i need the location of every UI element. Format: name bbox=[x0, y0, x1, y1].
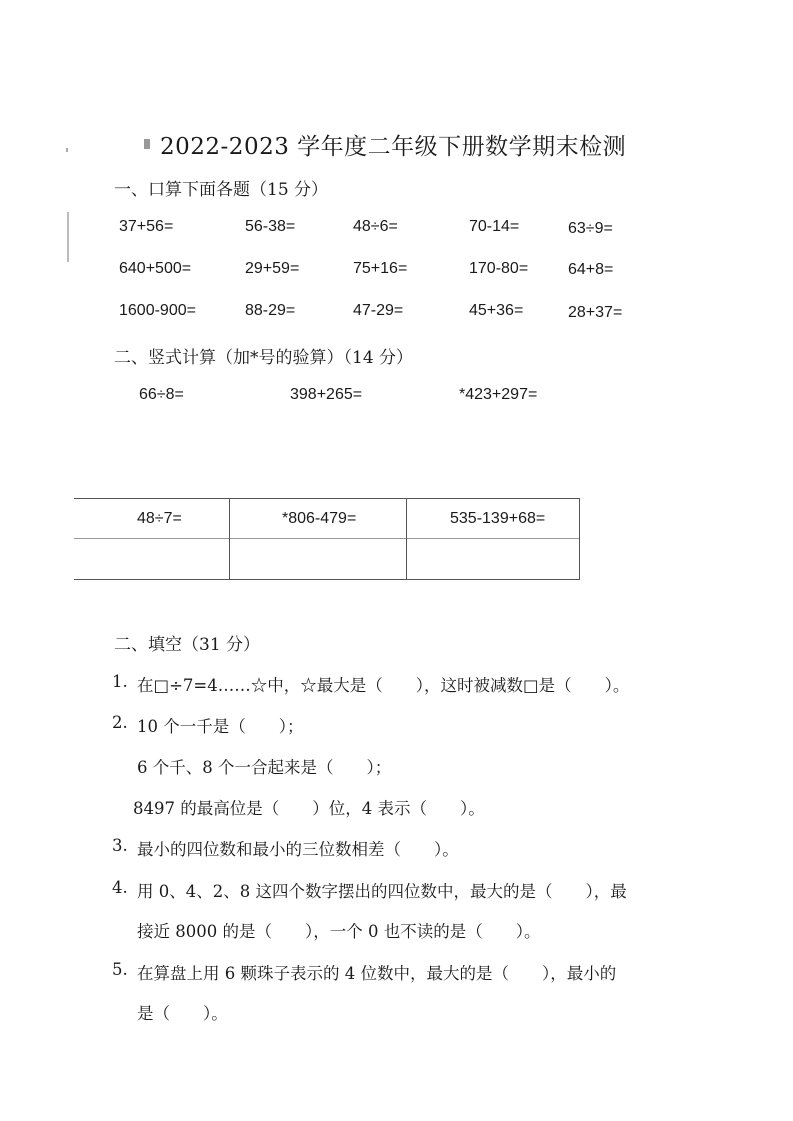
oral-item: 1600-900= bbox=[119, 302, 196, 319]
question-text: 10 个一千是（ ）； bbox=[137, 717, 304, 736]
section2-heading: 二、竖式计算（加*号的验算）（14 分） bbox=[114, 348, 414, 368]
question-text: 8497 的最高位是（ ）位，4 表示（ ）。 bbox=[133, 799, 485, 818]
scan-mark bbox=[144, 139, 150, 149]
oral-item: 75+16= bbox=[353, 260, 408, 277]
oral-item: 29+59= bbox=[245, 260, 300, 277]
oral-item: 56-38= bbox=[245, 218, 296, 235]
page-title: 2022-2023 学年度二年级下册数学期末检测 bbox=[160, 134, 627, 160]
question-text: 在算盘上用 6 颗珠子表示的 4 位数中，最大的是（ ），最小的 bbox=[137, 964, 617, 983]
vertical-calc-item: 398+265= bbox=[290, 386, 363, 403]
grid-line bbox=[229, 498, 230, 580]
section1-heading: 一、口算下面各题（15 分） bbox=[114, 180, 329, 200]
vertical-calc-item: 66÷8= bbox=[139, 386, 184, 403]
oral-item: 88-29= bbox=[245, 302, 296, 319]
question-text: 最小的四位数和最小的三位数相差（ ）。 bbox=[137, 840, 459, 859]
question-text: 接近 8000 的是（ ），一个 0 也不读的是（ ）。 bbox=[137, 922, 541, 941]
oral-item: 70-14= bbox=[469, 218, 520, 235]
question-number: 2. bbox=[112, 713, 128, 732]
vertical-calc-item: 48÷7= bbox=[137, 510, 182, 527]
scan-mark bbox=[66, 148, 68, 152]
grid-line bbox=[74, 579, 580, 580]
question-text: 6 个千、8 个一合起来是（ ）； bbox=[137, 758, 392, 777]
oral-item: 63÷9= bbox=[568, 220, 613, 237]
question-number: 4. bbox=[112, 878, 128, 897]
oral-item: 45+36= bbox=[469, 302, 524, 319]
oral-item: 640+500= bbox=[119, 260, 192, 277]
grid-line bbox=[406, 498, 407, 580]
grid-line bbox=[579, 498, 580, 580]
question-number: 1. bbox=[112, 672, 128, 691]
oral-item: 48÷6= bbox=[353, 218, 398, 235]
vertical-calc-item: *806-479= bbox=[282, 510, 357, 527]
oral-item: 28+37= bbox=[568, 304, 623, 321]
question-number: 3. bbox=[112, 836, 128, 855]
oral-item: 47-29= bbox=[353, 302, 404, 319]
question-number: 5. bbox=[112, 960, 128, 979]
oral-item: 64+8= bbox=[568, 261, 614, 278]
section3-heading: 二、填空（31 分） bbox=[114, 635, 261, 655]
grid-line bbox=[74, 538, 580, 539]
oral-item: 170-80= bbox=[469, 260, 529, 277]
oral-item: 37+56= bbox=[119, 218, 174, 235]
vertical-calc-item: *423+297= bbox=[459, 386, 538, 403]
grid-line bbox=[74, 498, 580, 499]
question-text: 是（ ）。 bbox=[137, 1004, 228, 1023]
vertical-calc-item: 535-139+68= bbox=[450, 510, 546, 527]
question-text: 用 0、4、2、8 这四个数字摆出的四位数中，最大的是（ ），最 bbox=[137, 882, 627, 901]
question-text: 在□÷7=4……☆中，☆最大是（ ），这时被减数□是（ ）。 bbox=[137, 676, 630, 695]
scan-mark bbox=[67, 212, 69, 262]
